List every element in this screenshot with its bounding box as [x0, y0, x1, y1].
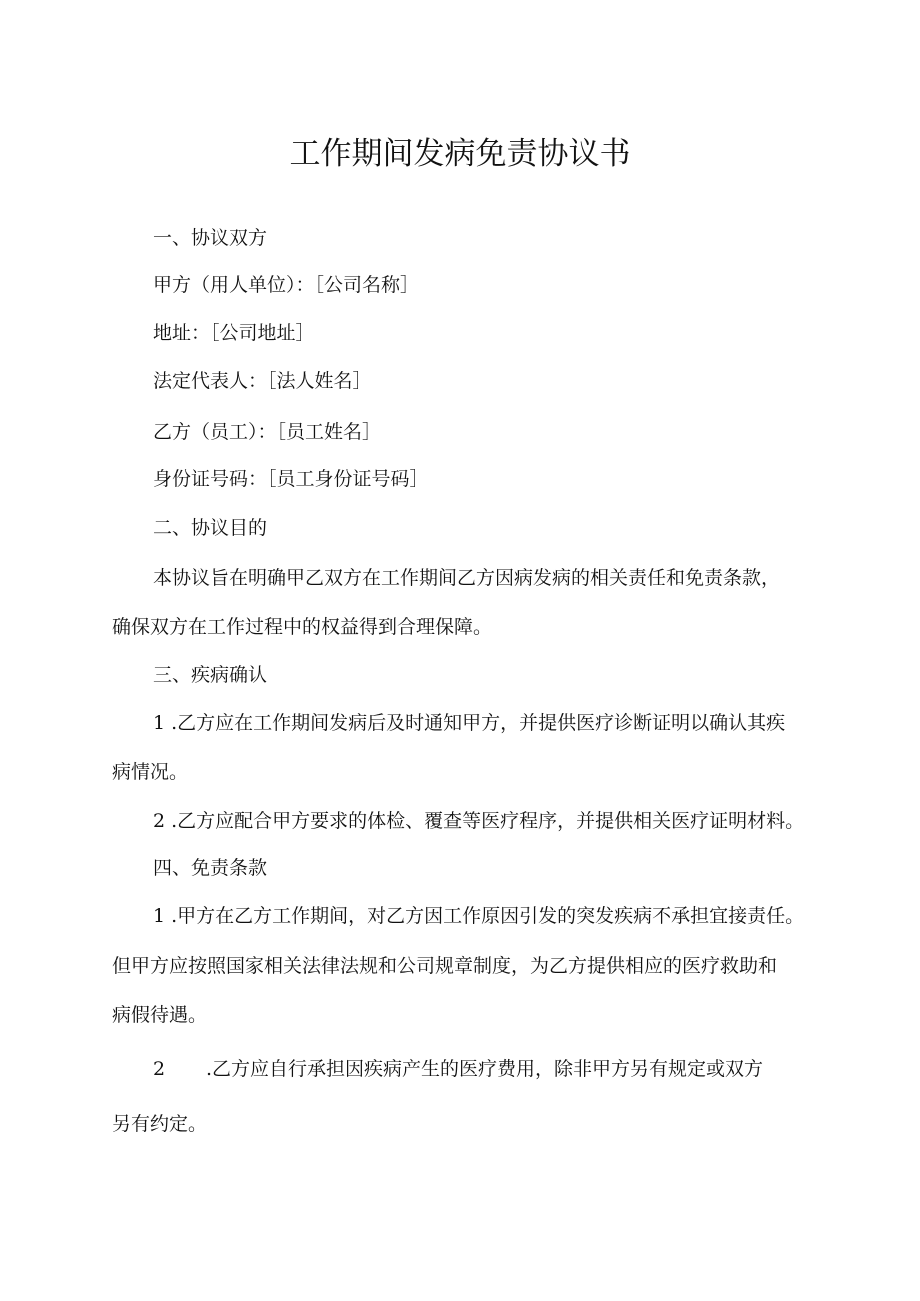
clause-4-1-line-3: 病假待遇。	[112, 1004, 208, 1026]
document-title: 工作期间发病免责协议书	[289, 136, 631, 172]
section-heading-parties: 一、协议双方	[153, 227, 268, 249]
legal-rep-line: 法定代表人：［法人姓名］	[153, 370, 372, 392]
clause-4-2-line-2: 另有约定。	[112, 1113, 208, 1135]
party-a-line: 甲方（用人单位）：［公司名称］	[153, 274, 420, 296]
clause-3-1-line-2: 病情况。	[112, 761, 189, 783]
clause-4-1-line-2: 但甲方应按照国家相关法律法规和公司规章制度，为乙方提供相应的医疗救助和	[112, 955, 778, 977]
clause-4-2-number: 2	[153, 1058, 166, 1080]
clause-3-2: 2 .乙方应配合甲方要求的体检、覆查等医疗程序，并提供相关医疗证明材料。	[153, 810, 805, 832]
section-heading-purpose: 二、协议目的	[153, 517, 268, 539]
address-line: 地址：［公司地址］	[153, 322, 315, 344]
section-heading-exemption: 四、免责条款	[153, 857, 268, 879]
clause-4-1-line-1: 1 .甲方在乙方工作期间，对乙方因工作原因引发的突发疾病不承担宜接责任。	[153, 905, 805, 927]
clause-4-2-line-1: .乙方应自行承担因疾病产生的医疗费用，除非甲方另有规定或双方	[206, 1058, 764, 1080]
id-number-line: 身份证号码：［员工身份证号码］	[153, 468, 429, 490]
party-b-line: 乙方（员工）：［员工姓名］	[153, 421, 382, 443]
purpose-paragraph-line-1: 本协议旨在明确甲乙双方在工作期间乙方因病发病的相关责任和免责条款，	[153, 567, 781, 589]
clause-3-1-line-1: 1 .乙方应在工作期间发病后及时通知甲方，并提供医疗诊断证明以确认其疾	[153, 712, 786, 734]
purpose-paragraph-line-2: 确保双方在工作过程中的权益得到合理保障。	[112, 616, 493, 638]
section-heading-illness: 三、疾病确认	[153, 664, 268, 686]
